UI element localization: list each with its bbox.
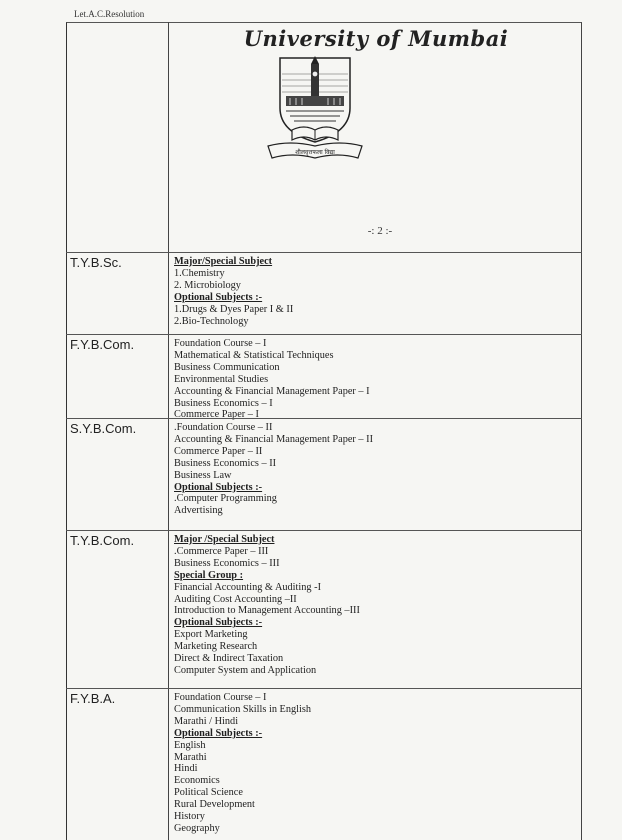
subject-item: Economics <box>174 775 220 787</box>
subject-item: Marketing Research <box>174 641 258 653</box>
course-name: S.Y.B.Com. <box>70 421 137 436</box>
subject-group-heading: Major/Special Subject <box>174 256 273 267</box>
subject-item: Environmental Studies <box>174 373 269 385</box>
column-divider <box>168 335 169 418</box>
subject-group-heading: Optional Subjects :- <box>174 291 263 303</box>
column-divider <box>168 253 169 334</box>
subject-group-heading: Optional Subjects :- <box>174 481 263 493</box>
subject-item: 2. Microbiology <box>174 279 241 291</box>
subject-item: Foundation Course – I <box>174 692 267 703</box>
subject-item: Direct & Indirect Taxation <box>174 653 284 665</box>
column-divider <box>168 419 169 530</box>
subject-item: Commerce Paper – II <box>174 445 263 457</box>
subject-item: Business Economics – I <box>174 397 273 409</box>
subject-item: Advertising <box>174 505 223 517</box>
column-divider <box>168 531 169 688</box>
subject-item: .Foundation Course – II <box>174 422 273 433</box>
column-divider <box>168 689 169 840</box>
subject-item: 1.Chemistry <box>174 267 225 279</box>
subject-group-heading: Special Group : <box>174 569 244 581</box>
table-row <box>66 334 582 421</box>
subject-item: Geography <box>174 822 220 834</box>
subject-list <box>174 338 574 421</box>
subject-item: Introduction to Management Accounting –III <box>174 605 360 617</box>
header-left-cell <box>66 22 169 252</box>
subject-group-heading: Major /Special Subject <box>174 534 275 545</box>
subject-item: Business Economics – II <box>174 457 277 469</box>
subject-item: Financial Accounting & Auditing -I <box>174 581 321 593</box>
course-name: T.Y.B.Com. <box>70 533 135 548</box>
subject-item: Marathi <box>174 751 207 763</box>
subject-item: History <box>174 811 205 823</box>
subject-item: Export Marketing <box>174 629 248 641</box>
subject-list <box>174 422 574 517</box>
subject-item: Accounting & Financial Management Paper – I <box>174 385 370 397</box>
subject-item: .Commerce Paper – III <box>174 545 269 557</box>
subject-item: Accounting & Financial Management Paper – II <box>174 433 374 445</box>
university-title: University of Mumbai <box>243 26 509 51</box>
subject-item: Communication Skills in English <box>174 703 312 715</box>
page-reference: Let.A.C.Resolution <box>74 9 145 19</box>
course-name: T.Y.B.Sc. <box>70 255 122 270</box>
subject-item: Business Law <box>174 469 232 481</box>
subject-list <box>174 534 574 677</box>
subject-item: Rural Development <box>174 799 255 811</box>
subject-item: 1.Drugs & Dyes Paper I & II <box>174 303 294 315</box>
page-number: -: 2 :- <box>367 225 393 237</box>
subject-item: Mathematical & Statistical Techniques <box>174 349 334 361</box>
subject-item: Hindi <box>174 763 198 775</box>
subject-group-heading: Optional Subjects :- <box>174 617 263 629</box>
subject-group-heading: Optional Subjects :- <box>174 727 263 739</box>
subject-list <box>174 692 574 835</box>
subject-item: Business Communication <box>174 361 280 373</box>
table-row <box>66 688 582 840</box>
table-row <box>66 418 582 530</box>
subject-item: English <box>174 739 206 751</box>
subject-item: Marathi / Hindi <box>174 715 239 727</box>
university-crest-icon <box>260 54 370 164</box>
subject-item: Auditing Cost Accounting –II <box>174 593 297 605</box>
subject-item: Commerce Paper – I <box>174 409 259 421</box>
subject-item: Political Science <box>174 787 243 799</box>
subject-item: Computer System and Application <box>174 664 317 676</box>
svg-text:शीलवृत्तफला विद्या: शीलवृत्तफला विद्या <box>295 149 335 156</box>
subject-item: Foundation Course – I <box>174 338 267 349</box>
table-row <box>66 252 582 334</box>
table-row <box>66 530 582 688</box>
subject-item: Business Economics – III <box>174 557 280 569</box>
course-name: F.Y.B.A. <box>70 691 116 706</box>
subject-item: .Computer Programming <box>174 493 277 505</box>
course-name: F.Y.B.Com. <box>70 337 135 352</box>
subject-item: 2.Bio-Technology <box>174 315 249 327</box>
subject-list <box>174 256 574 327</box>
